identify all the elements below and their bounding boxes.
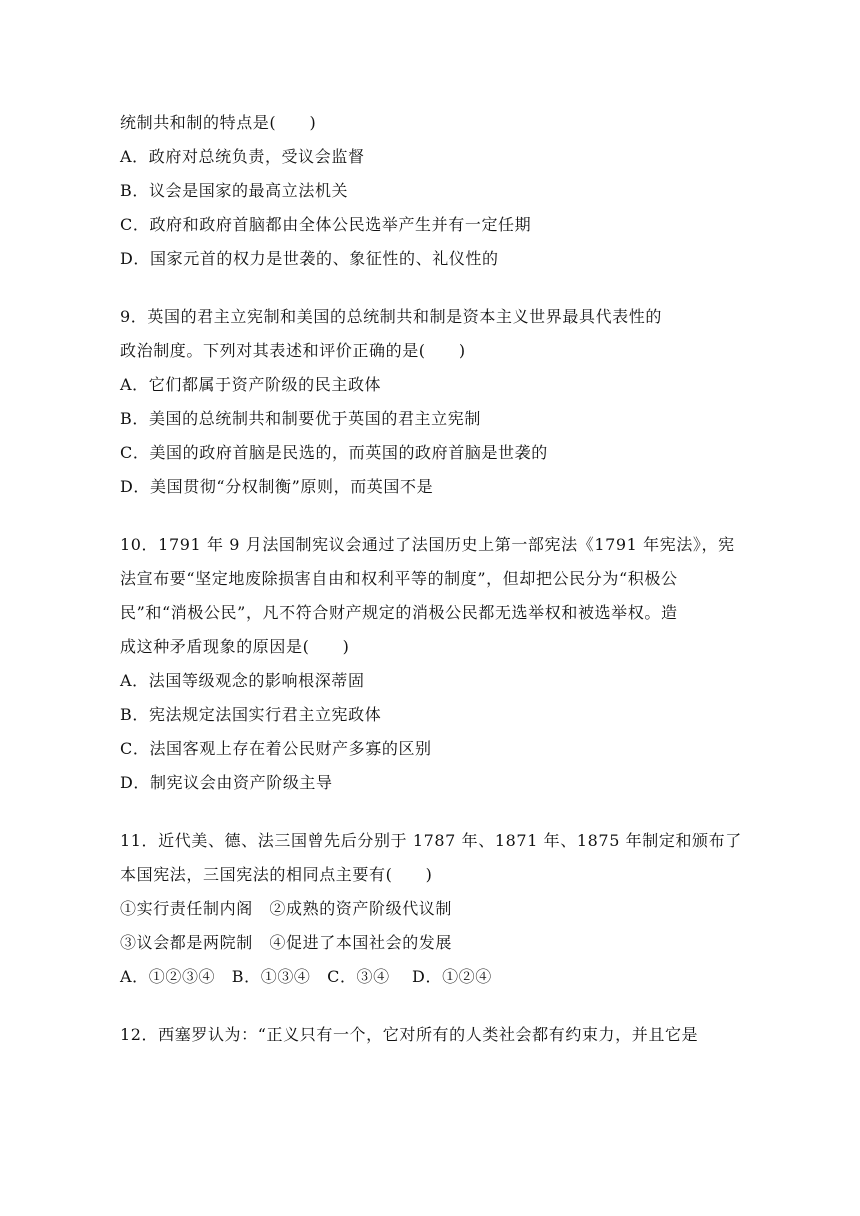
question-10-option-b: B．宪法规定法国实行君主立宪政体	[120, 705, 382, 724]
question-11-options: A．①②③④ B．①③④ C．③④ D．①②④	[120, 967, 492, 986]
question-10-stem-line-2: 法宣布要“坚定地废除损害自由和权利平等的制度”，但却把公民分为“积极公	[120, 569, 678, 588]
spacer	[120, 504, 744, 528]
question-11-statements-line-2: ③议会都是两院制 ④促进了本国社会的发展	[120, 933, 453, 952]
question-10-stem-line-3: 民”和“消极公民”，凡不符合财产规定的消极公民都无选举权和被选举权。造	[120, 603, 678, 622]
question-10-option-c: C．法国客观上存在着公民财产多寡的区别	[120, 739, 432, 758]
question-10-stem-line-1: 10．1791 年 9 月法国制宪议会通过了法国历史上第一部宪法《1791 年宪法》，宪	[120, 535, 735, 554]
question-12	[120, 1018, 744, 1052]
question-10-option-a: A．法国等级观念的影响根深蒂固	[120, 671, 365, 690]
question-9-stem-line-1: 9．英国的君主立宪制和美国的总统制共和制是资本主义世界最具代表性的	[120, 307, 662, 326]
question-9-option-a: A．它们都属于资产阶级的民主政体	[120, 375, 382, 394]
question-11-stem-line-2: 本国宪法，三国宪法的相同点主要有( )	[120, 865, 433, 884]
question-9-stem-line-2: 政治制度。下列对其表述和评价正确的是( )	[120, 341, 466, 360]
question-8-option-d: D．国家元首的权力是世袭的、象征性的、礼仪性的	[120, 249, 499, 268]
question-8-option-a: A．政府对总统负责，受议会监督	[120, 147, 365, 166]
question-10-stem-line-4: 成这种矛盾现象的原因是( )	[120, 637, 350, 656]
question-9	[120, 300, 744, 504]
document-page	[120, 106, 744, 1052]
question-11-stem-line-1: 11．近代美、德、法三国曾先后分别于 1787 年、1871 年、1875 年制定和颁布了	[120, 831, 742, 850]
question-8-option-b: B．议会是国家的最高立法机关	[120, 181, 349, 200]
spacer	[120, 994, 744, 1018]
spacer	[120, 276, 744, 300]
question-12-stem-line-1: 12．西塞罗认为：“正义只有一个，它对所有的人类社会都有约束力，并且它是	[120, 1025, 699, 1044]
question-8-stem: 统制共和制的特点是( )	[120, 113, 317, 132]
question-11-statements-line-1: ①实行责任制内阁 ②成熟的资产阶级代议制	[120, 899, 453, 918]
question-8	[120, 106, 744, 276]
question-11	[120, 824, 744, 994]
question-10-option-d: D．制宪议会由资产阶级主导	[120, 773, 333, 792]
question-8-option-c: C．政府和政府首脑都由全体公民选举产生并有一定任期	[120, 215, 532, 234]
question-9-option-b: B．美国的总统制共和制要优于英国的君主立宪制	[120, 409, 481, 428]
question-9-option-d: D．美国贯彻“分权制衡”原则，而英国不是	[120, 477, 434, 496]
question-9-option-c: C．美国的政府首脑是民选的，而英国的政府首脑是世袭的	[120, 443, 548, 462]
spacer	[120, 800, 744, 824]
question-10	[120, 528, 744, 800]
